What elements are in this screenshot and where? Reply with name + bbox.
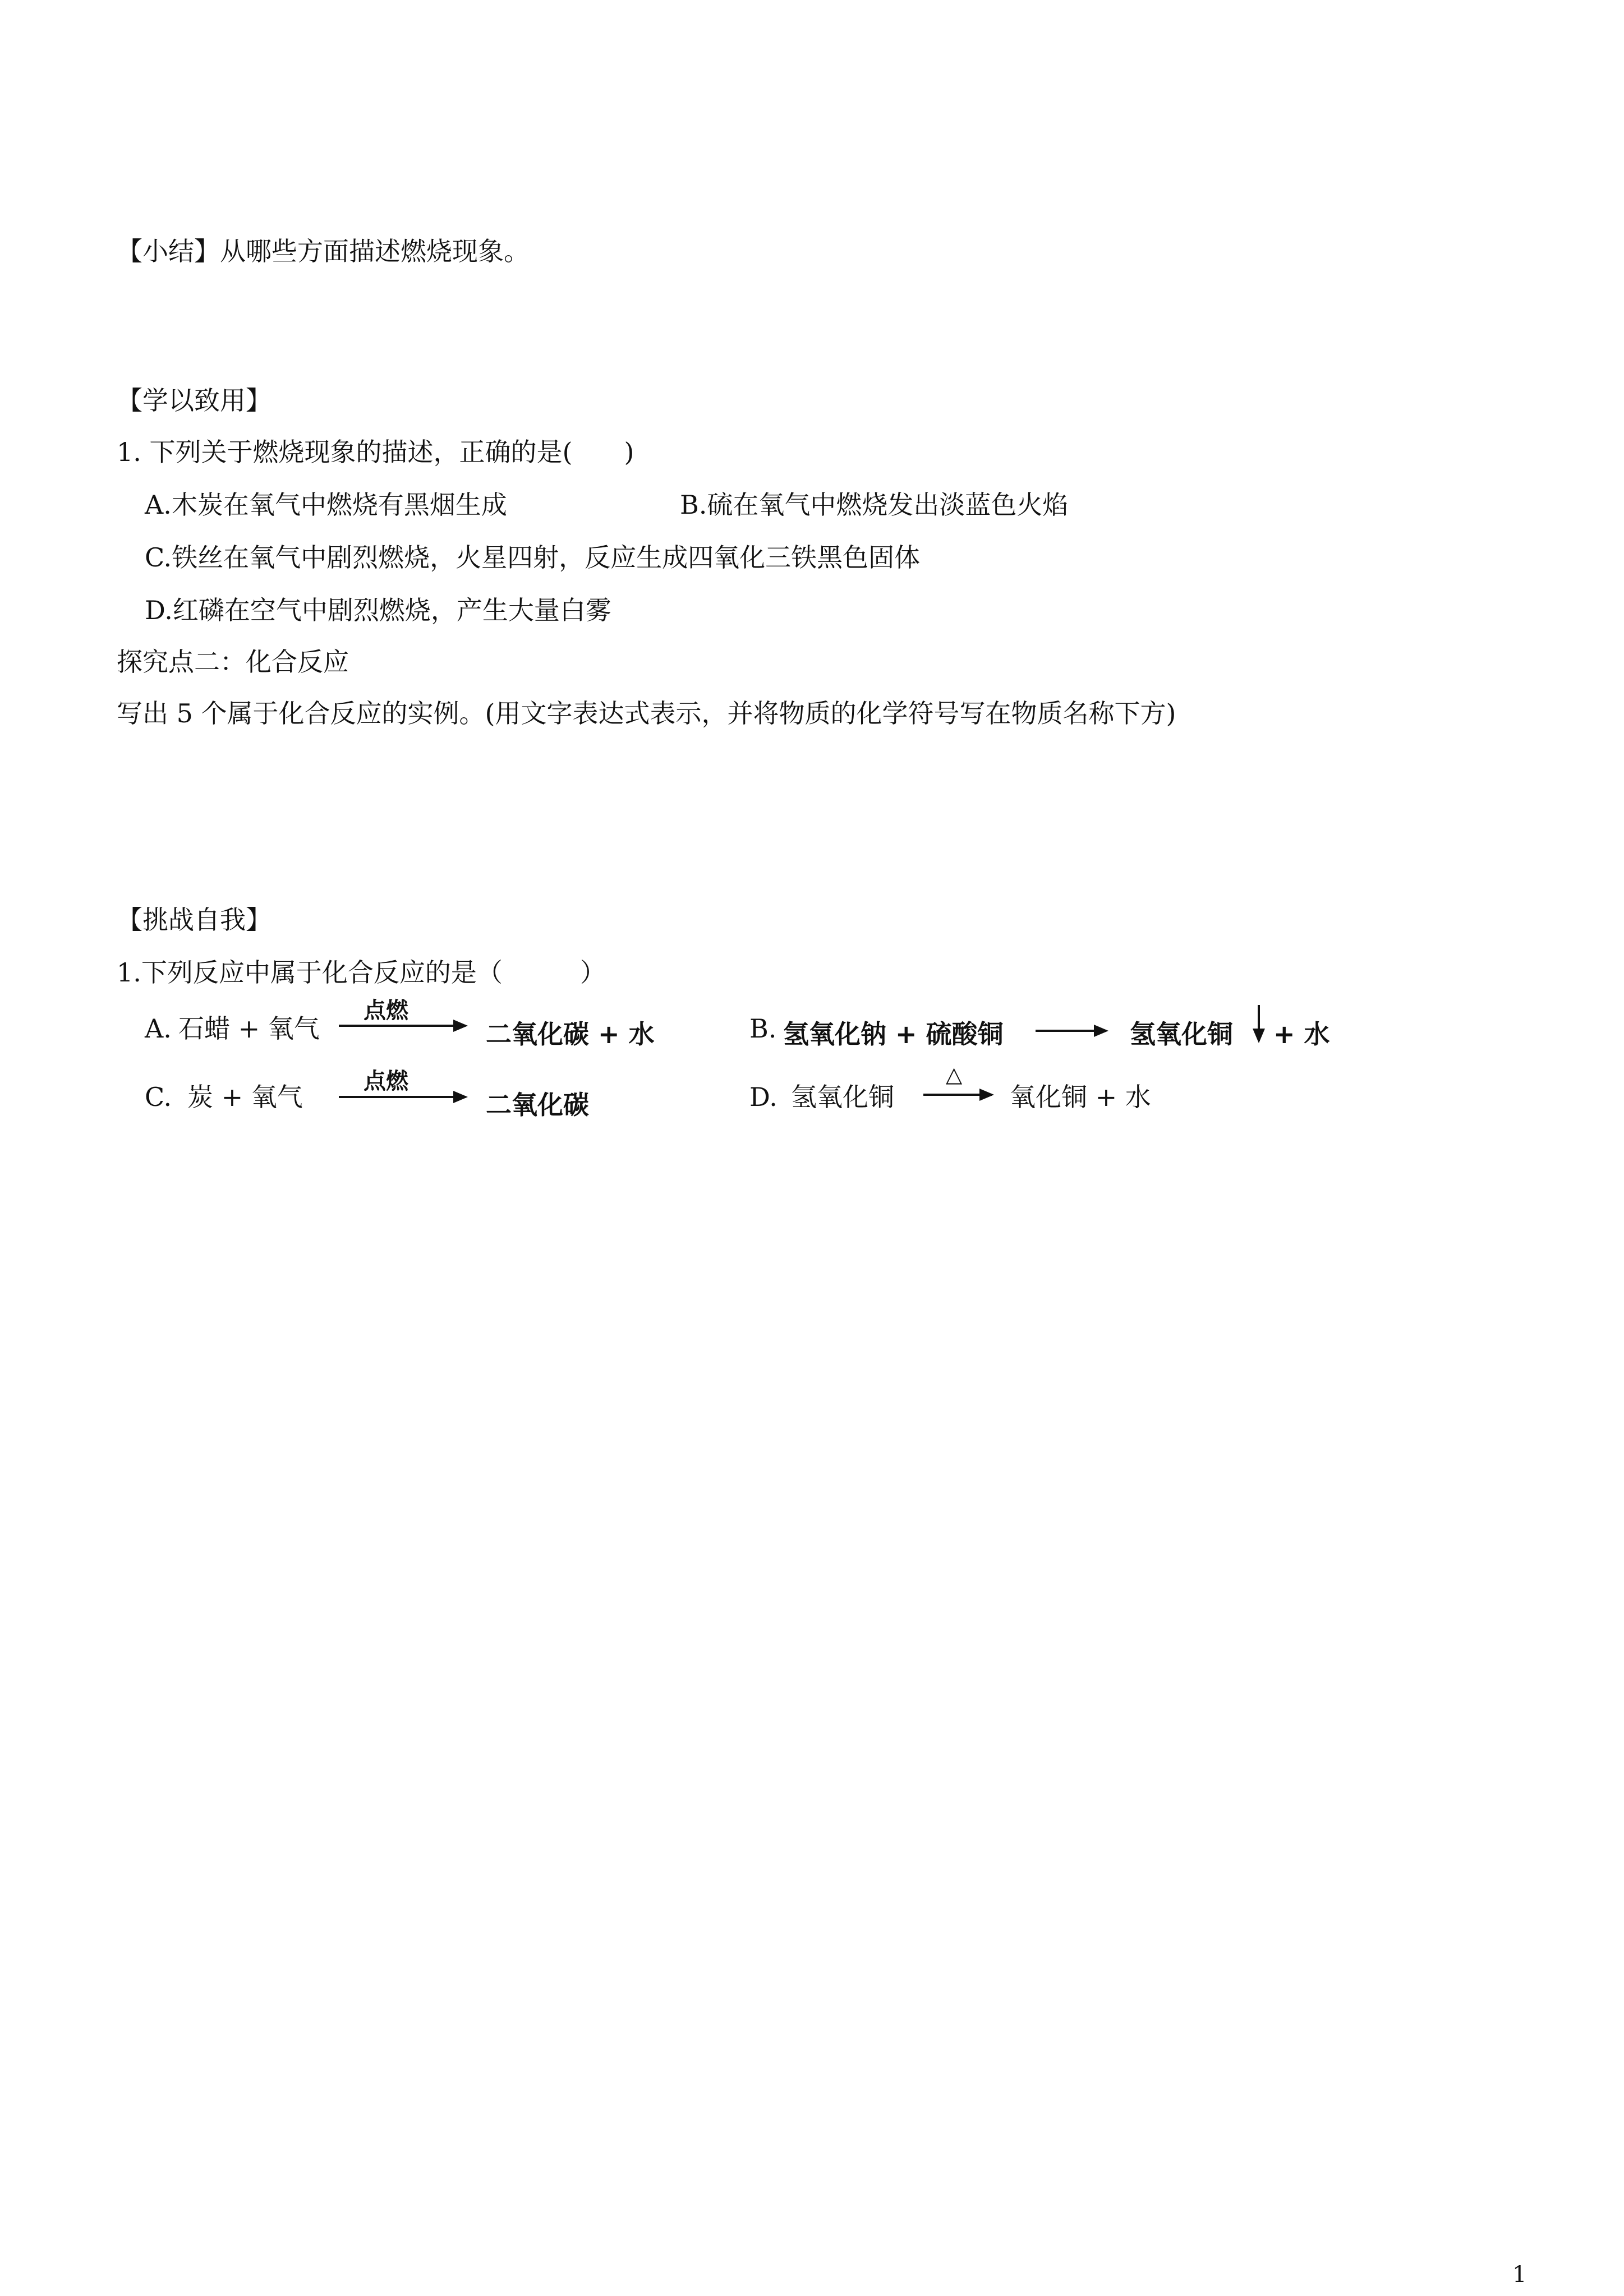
apply-option-b: B.硫在氧气中燃烧发出淡蓝色火焰 [680,490,1069,520]
challenge-b-product2: + 水 [1273,1019,1330,1049]
summary-heading: 【小结】从哪些方面描述燃烧现象。 [117,236,530,266]
challenge-b-product1: 氢氧化铜 [1130,1019,1233,1049]
apply-heading: 【学以致用】 [117,385,272,416]
challenge-b-prefix: B. [749,1013,777,1044]
apply-option-c: C.铁丝在氧气中剧烈燃烧，火星四射，反应生成四氧化三铁黑色固体 [145,542,921,573]
apply-question-1: 1. 下列关于燃烧现象的描述，正确的是( ) [117,437,634,467]
challenge-c-arrow [339,1096,466,1098]
page-number: 1 [1512,2262,1527,2288]
challenge-c-reactants: 炭 + 氧气 [187,1082,303,1112]
challenge-c-products: 二氧化碳 [486,1090,589,1120]
apply-option-a: A.木炭在氧气中燃烧有黑烟生成 [145,490,507,520]
explore-task: 写出 5 个属于化合反应的实例。(用文字表达式表示，并将物质的化学符号写在物质名称下方) [117,698,1176,729]
challenge-d-prefix: D. [749,1082,778,1112]
challenge-a-reactants: 石蜡 + 氧气 [178,1013,320,1044]
challenge-a-prefix: A. [145,1013,172,1044]
challenge-d-arrow [923,1094,992,1096]
challenge-a-products: 二氧化碳 + 水 [486,1019,655,1049]
explore-title: 探究点二：化合反应 [117,647,349,677]
challenge-d-reactants: 氢氧化铜 [791,1082,894,1112]
apply-option-d: D.红磷在空气中剧烈燃烧，产生大量白雾 [145,595,611,625]
challenge-c-condition: 点燃 [364,1068,408,1094]
challenge-d-condition: △ [946,1062,963,1087]
challenge-b-arrow [1036,1030,1106,1032]
challenge-question-1: 1.下列反应中属于化合反应的是（ ） [117,957,606,988]
challenge-b-precipitate-arrow [1258,1005,1260,1041]
challenge-a-condition: 点燃 [364,998,408,1023]
challenge-c-prefix: C. [145,1082,172,1112]
challenge-a-arrow [339,1025,466,1027]
challenge-d-products: 氧化铜 + 水 [1010,1082,1151,1112]
challenge-b-reactants: 氢氧化钠 + 硫酸铜 [783,1019,1004,1049]
challenge-heading: 【挑战自我】 [117,905,272,935]
